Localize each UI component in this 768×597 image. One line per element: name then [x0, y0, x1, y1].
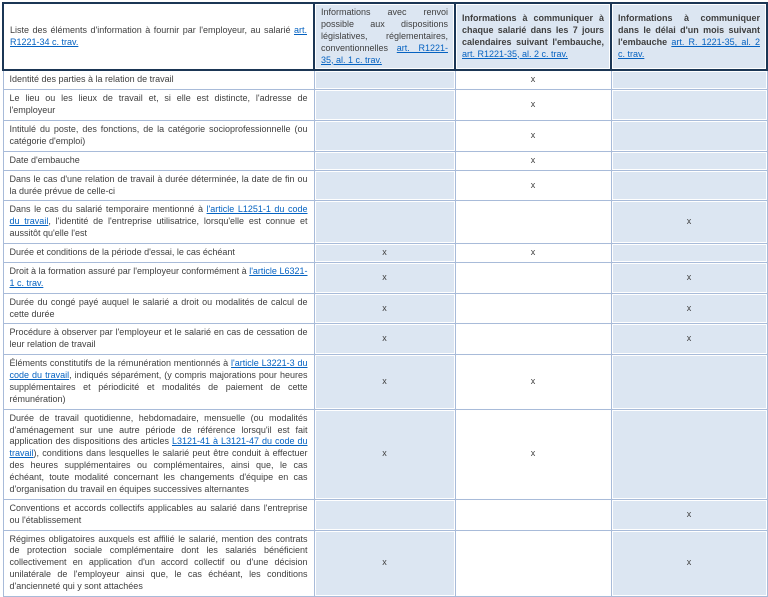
cell-renvoi	[314, 90, 455, 121]
cell-renvoi	[314, 499, 455, 530]
cell-1-mois	[611, 355, 767, 410]
row-text-after: ), conditions dans lesquelles le salarié peut être conduit à effectuer des heures supplémentaires ou complémentaires, ainsi que, le cas échéant, toute modalité concernant les changements d'équipe en cas d'organisation du travail en équipes successives alternantes	[9, 448, 308, 494]
table-row	[3, 90, 767, 121]
cell-7-jours: x	[455, 121, 611, 152]
cell-renvoi	[314, 151, 455, 170]
cell-1-mois: x	[611, 530, 767, 596]
row-label	[3, 201, 314, 244]
article-link[interactable]: l'article L6321-1 c. trav.	[9, 265, 308, 288]
table-row	[3, 530, 767, 596]
cell-renvoi	[314, 201, 455, 244]
row-label	[3, 244, 314, 263]
row-label	[3, 90, 314, 121]
cell-7-jours	[455, 324, 611, 355]
article-link[interactable]: l'article L3221-3 du code du travail	[9, 358, 308, 380]
cell-1-mois	[611, 244, 767, 263]
cell-7-jours	[455, 499, 611, 530]
row-label	[3, 293, 314, 324]
cell-renvoi: x	[314, 530, 455, 596]
cell-7-jours: x	[455, 70, 611, 89]
article-link[interactable]: art. R1221-35, al. 1 c. trav.	[321, 42, 448, 65]
cell-7-jours	[455, 262, 611, 293]
row-text: Intitulé du poste, des fonctions, de la catégorie socioprofessionnelle (ou catégorie d'emploi)	[9, 124, 308, 146]
cell-7-jours: x	[455, 355, 611, 410]
cell-renvoi	[314, 70, 455, 89]
header-text: Liste des éléments d'information à fournir par l'employeur, au salarié	[10, 24, 294, 35]
table-row	[3, 355, 767, 410]
cell-7-jours: x	[455, 244, 611, 263]
row-text: Conventions et accords collectifs applicables au salarié dans l'entreprise ou l'établissement	[9, 502, 308, 525]
row-label	[3, 121, 314, 152]
cell-7-jours	[455, 530, 611, 596]
header-liste-elements	[3, 3, 314, 70]
cell-1-mois: x	[611, 324, 767, 355]
article-link[interactable]: art. R1221-34 c. trav.	[10, 24, 307, 47]
row-text-after: , l'identité de l'entreprise utilisatrice, lorsqu'elle est connue et aussitôt qu'elle l'est	[9, 216, 308, 239]
row-text: Identité des parties à la relation de travail	[9, 74, 174, 85]
cell-1-mois	[611, 170, 767, 201]
row-label	[3, 499, 314, 530]
row-label	[3, 170, 314, 201]
table-row	[3, 293, 767, 324]
cell-1-mois: x	[611, 499, 767, 530]
row-text: Droit à la formation assuré par l'employeur conformément à	[9, 265, 250, 276]
row-text: Le lieu ou les lieux de travail et, si elle est distincte, l'adresse de l'employeur	[9, 93, 308, 116]
row-text: Durée du congé payé auquel le salarié a droit ou modalités de calcul de cette durée	[9, 296, 308, 319]
table-row	[3, 499, 767, 530]
header-renvoi-dispositions	[314, 3, 455, 70]
cell-1-mois	[611, 409, 767, 499]
header-text: Informations à communiquer à chaque salarié dans les 7 jours calendaires suivant l'embauche,	[462, 12, 604, 47]
article-link[interactable]: l'article L1251-1 du code du travail	[9, 204, 308, 227]
row-label	[3, 262, 314, 293]
employer-information-table	[2, 2, 768, 597]
row-label	[3, 151, 314, 170]
row-label	[3, 355, 314, 410]
row-text: Dans le cas d'une relation de travail à durée déterminée, la date de fin ou la durée prévue de celle-ci	[9, 173, 308, 196]
table-row	[3, 262, 767, 293]
cell-renvoi: x	[314, 293, 455, 324]
row-text: Durée de travail quotidienne, hebdomadaire, mensuelle (ou modalités d'aménagement sur une autre période de référence lorsqu'il est fait application des dispositions des articles	[9, 412, 308, 447]
table-row	[3, 151, 767, 170]
table-row	[3, 409, 767, 499]
row-text-after: , indiqués séparément, (y compris majorations pour heures supplémentaires et périodicité et modalités de paiement de cette rémunération)	[9, 370, 308, 404]
header-7-jours	[455, 3, 611, 70]
row-label	[3, 409, 314, 499]
row-text: Date d'embauche	[9, 154, 80, 165]
table-row	[3, 70, 767, 89]
cell-1-mois	[611, 151, 767, 170]
cell-1-mois: x	[611, 262, 767, 293]
cell-1-mois	[611, 70, 767, 89]
cell-7-jours: x	[455, 90, 611, 121]
cell-7-jours: x	[455, 409, 611, 499]
cell-renvoi: x	[314, 244, 455, 263]
table-row	[3, 324, 767, 355]
header-text: Informations avec renvoi possible aux dispositions législatives, réglementaires, conventionnelles	[321, 7, 448, 53]
header-1-mois	[611, 3, 767, 70]
cell-7-jours	[455, 201, 611, 244]
row-text: Régimes obligatoires auxquels est affilié le salarié, mention des contrats de protection sociale complémentaire dont les salariés bénéficient collectivement en application d'un accord collectif ou d'une décision unilatérale de l'employeur ainsi que, le cas échéant, les conditions d'ancienneté qui y sont attachées	[9, 533, 308, 591]
cell-7-jours: x	[455, 151, 611, 170]
cell-1-mois	[611, 121, 767, 152]
row-text: Durée et conditions de la période d'essai, le cas échéant	[9, 247, 235, 257]
row-label	[3, 70, 314, 89]
cell-1-mois: x	[611, 293, 767, 324]
cell-renvoi	[314, 170, 455, 201]
table-body	[3, 70, 767, 596]
header-row	[3, 3, 767, 70]
row-text: Dans le cas du salarié temporaire mentionné à	[9, 204, 207, 215]
cell-7-jours	[455, 293, 611, 324]
row-label	[3, 324, 314, 355]
cell-renvoi: x	[314, 409, 455, 499]
article-link[interactable]: art. R1221-35, al. 2 c. trav.	[462, 48, 568, 59]
row-label	[3, 530, 314, 596]
header-text: Informations à communiquer dans le délai d'un mois suivant l'embauche	[618, 12, 760, 47]
row-text: Éléments constitutifs de la rémunération mentionnés à	[9, 358, 232, 369]
cell-7-jours: x	[455, 170, 611, 201]
table-row	[3, 121, 767, 152]
article-link[interactable]: L3121-41 à L3121-47 du code du travail	[9, 436, 308, 459]
row-text: Procédure à observer par l'employeur et le salarié en cas de cessation de leur relation de travail	[9, 327, 308, 350]
cell-renvoi: x	[314, 324, 455, 355]
cell-renvoi: x	[314, 262, 455, 293]
table-row	[3, 170, 767, 201]
cell-renvoi: x	[314, 355, 455, 410]
cell-1-mois	[611, 90, 767, 121]
cell-1-mois: x	[611, 201, 767, 244]
table-row	[3, 244, 767, 263]
cell-renvoi	[314, 121, 455, 152]
table-row	[3, 201, 767, 244]
article-link[interactable]: art. R. 1221-35, al. 2 c. trav.	[618, 36, 760, 59]
